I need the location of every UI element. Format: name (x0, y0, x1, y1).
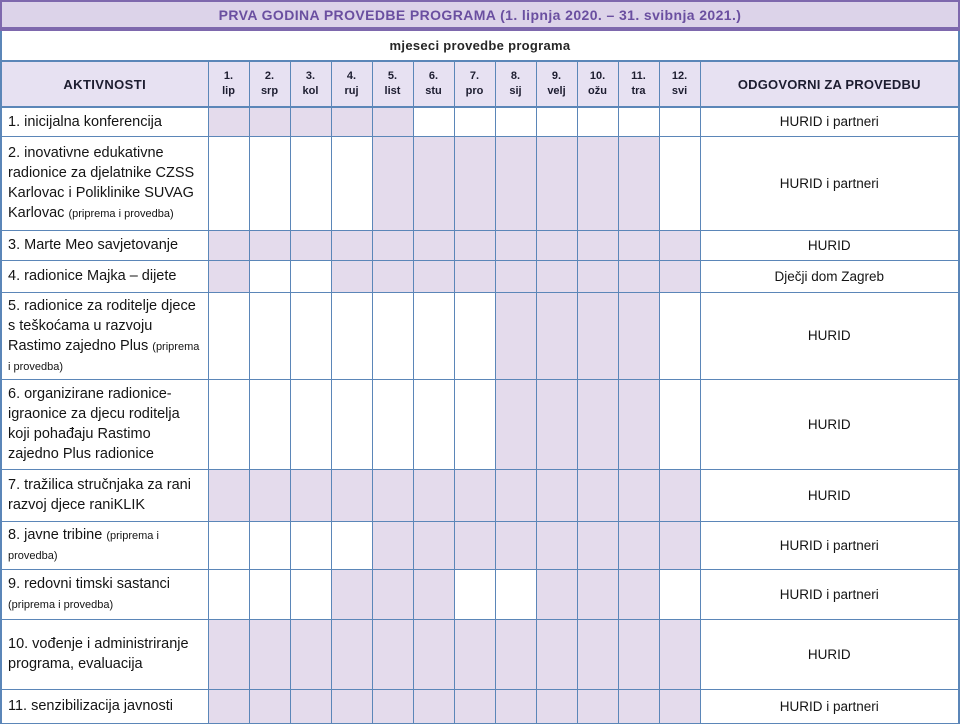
activity-cell (1, 569, 208, 619)
month-cell-1 (208, 107, 249, 136)
month-header-8 (495, 61, 536, 107)
month-header-9 (536, 61, 577, 107)
activity-label: 7. tražilica stručnjaka za rani razvoj djece raniKLIK (8, 477, 191, 513)
month-cell-4 (331, 689, 372, 723)
month-cell-2 (249, 230, 290, 260)
responsible-cell: HURID i partneri (700, 689, 959, 723)
month-cell-11 (618, 521, 659, 569)
month-cell-3 (290, 521, 331, 569)
activity-label: 1. inicijalna konferencija (8, 113, 162, 130)
month-header-4 (331, 61, 372, 107)
month-cell-4 (331, 521, 372, 569)
month-number: 2. (264, 70, 275, 83)
month-cell-9 (536, 569, 577, 619)
activity-label: 11. senzibilizacija javnosti (8, 698, 173, 714)
title-bar (0, 0, 960, 31)
month-cell-4 (331, 260, 372, 292)
activity-note: (priprema i provedba) (8, 599, 114, 611)
month-number: 5. (387, 70, 398, 83)
month-cell-2 (249, 260, 290, 292)
month-abbr: velj (547, 85, 566, 97)
month-cell-9 (536, 230, 577, 260)
month-cell-10 (577, 469, 618, 521)
activity-row-5 (1, 292, 959, 379)
header-row (1, 61, 959, 107)
activity-label: 6. organizirane radionice-igraonice za djecu roditelja koji pohađaju Rastimo zajedno Plus radionice (8, 386, 180, 462)
month-cell-9 (536, 689, 577, 723)
activity-cell (1, 230, 208, 260)
month-header-1 (208, 61, 249, 107)
month-cell-1 (208, 619, 249, 689)
month-abbr: srp (260, 85, 279, 97)
month-cell-11 (618, 569, 659, 619)
month-cell-12 (659, 619, 700, 689)
month-cell-2 (249, 689, 290, 723)
month-abbr: list (384, 85, 401, 97)
subtitle-row (0, 31, 960, 60)
month-number: 12. (671, 70, 688, 83)
month-number: 9. (551, 70, 562, 83)
month-abbr: sij (509, 85, 522, 97)
month-cell-10 (577, 569, 618, 619)
month-cell-5 (372, 521, 413, 569)
activity-cell (1, 107, 208, 136)
month-abbr: svi (671, 85, 688, 97)
month-cell-7 (454, 292, 495, 379)
month-cell-5 (372, 379, 413, 469)
month-cell-10 (577, 689, 618, 723)
activity-cell (1, 136, 208, 230)
month-cell-2 (249, 469, 290, 521)
month-header-12 (659, 61, 700, 107)
month-cell-3 (290, 107, 331, 136)
activity-cell (1, 379, 208, 469)
month-header-3 (290, 61, 331, 107)
responsible-cell: HURID (700, 292, 959, 379)
month-cell-10 (577, 107, 618, 136)
page-title: PRVA GODINA PROVEDBE PROGRAMA (1. lipnja 2020. – 31. svibnja 2021.) (218, 6, 742, 23)
month-cell-7 (454, 689, 495, 723)
month-cell-9 (536, 619, 577, 689)
month-cell-5 (372, 260, 413, 292)
month-cell-6 (413, 521, 454, 569)
activity-label: 3. Marte Meo savjetovanje (8, 237, 179, 253)
month-header-5 (372, 61, 413, 107)
month-cell-1 (208, 379, 249, 469)
month-cell-11 (618, 292, 659, 379)
responsible-cell: Dječji dom Zagreb (700, 260, 959, 292)
activity-row-6 (1, 379, 959, 469)
month-cell-3 (290, 260, 331, 292)
month-cell-6 (413, 292, 454, 379)
month-cell-9 (536, 469, 577, 521)
activity-row-4 (1, 260, 959, 292)
month-cell-1 (208, 689, 249, 723)
month-cell-7 (454, 469, 495, 521)
month-cell-6 (413, 569, 454, 619)
month-cell-11 (618, 136, 659, 230)
month-cell-8 (495, 292, 536, 379)
month-cell-7 (454, 569, 495, 619)
activity-row-7 (1, 469, 959, 521)
month-cell-10 (577, 379, 618, 469)
activity-label: 2. inovativne edukativne radionice za djelatnike CZSS Karlovac i Poliklinike SUVAG Karlovac (8, 145, 195, 221)
activity-label: 8. javne tribine (8, 527, 103, 543)
month-cell-4 (331, 292, 372, 379)
activity-row-8 (1, 521, 959, 569)
month-abbr: tra (631, 85, 646, 97)
month-cell-2 (249, 379, 290, 469)
month-number: 7. (469, 70, 480, 83)
month-cell-12 (659, 379, 700, 469)
activity-note: (priprema i provedba) (8, 530, 159, 562)
month-number: 8. (510, 70, 521, 83)
month-header-10 (577, 61, 618, 107)
month-cell-8 (495, 569, 536, 619)
month-header-7 (454, 61, 495, 107)
month-cell-4 (331, 469, 372, 521)
activity-cell (1, 292, 208, 379)
month-cell-5 (372, 292, 413, 379)
month-cell-5 (372, 136, 413, 230)
activity-row-2 (1, 136, 959, 230)
month-cell-7 (454, 521, 495, 569)
month-cell-11 (618, 230, 659, 260)
month-cell-12 (659, 136, 700, 230)
month-cell-1 (208, 230, 249, 260)
month-cell-5 (372, 619, 413, 689)
month-number: 10. (589, 70, 606, 83)
month-cell-4 (331, 107, 372, 136)
activity-cell (1, 619, 208, 689)
activity-row-1 (1, 107, 959, 136)
month-cell-1 (208, 569, 249, 619)
month-cell-9 (536, 292, 577, 379)
month-cell-2 (249, 569, 290, 619)
month-cell-9 (536, 136, 577, 230)
month-cell-5 (372, 469, 413, 521)
month-cell-8 (495, 521, 536, 569)
month-number: 3. (305, 70, 316, 83)
month-cell-9 (536, 107, 577, 136)
month-cell-10 (577, 136, 618, 230)
month-cell-12 (659, 292, 700, 379)
month-cell-7 (454, 136, 495, 230)
month-cell-6 (413, 260, 454, 292)
month-cell-9 (536, 379, 577, 469)
month-cell-10 (577, 619, 618, 689)
activity-row-10 (1, 619, 959, 689)
schedule-table (0, 60, 960, 724)
month-abbr: ožu (588, 85, 607, 97)
month-cell-12 (659, 469, 700, 521)
responsible-cell: HURID i partneri (700, 107, 959, 136)
month-cell-12 (659, 107, 700, 136)
month-cell-8 (495, 136, 536, 230)
month-cell-7 (454, 230, 495, 260)
month-cell-11 (618, 107, 659, 136)
month-cell-4 (331, 619, 372, 689)
responsible-cell: HURID (700, 619, 959, 689)
responsible-cell: HURID (700, 230, 959, 260)
subtitle: mjeseci provedbe programa (389, 38, 571, 53)
month-abbr: kol (302, 85, 319, 97)
responsible-header: ODGOVORNI ZA PROVEDBU (700, 61, 959, 107)
month-cell-4 (331, 569, 372, 619)
activity-label: 5. radionice za roditelje djece s teškoćama u razvoju Rastimo zajedno Plus (8, 297, 196, 354)
month-cell-3 (290, 569, 331, 619)
responsible-cell: HURID i partneri (700, 521, 959, 569)
month-cell-5 (372, 230, 413, 260)
activity-row-9 (1, 569, 959, 619)
month-number: 11. (631, 70, 646, 83)
table-body (1, 107, 959, 723)
month-cell-11 (618, 379, 659, 469)
month-cell-2 (249, 292, 290, 379)
month-cell-2 (249, 107, 290, 136)
month-cell-3 (290, 689, 331, 723)
month-cell-3 (290, 292, 331, 379)
month-header-6 (413, 61, 454, 107)
month-cell-12 (659, 569, 700, 619)
month-number: 4. (346, 70, 357, 83)
responsible-cell: HURID (700, 379, 959, 469)
month-cell-8 (495, 230, 536, 260)
month-cell-8 (495, 107, 536, 136)
responsible-cell: HURID i partneri (700, 569, 959, 619)
month-cell-8 (495, 469, 536, 521)
activities-header: AKTIVNOSTI (1, 61, 208, 107)
month-cell-10 (577, 521, 618, 569)
month-cell-9 (536, 521, 577, 569)
month-cell-4 (331, 136, 372, 230)
activity-row-11 (1, 689, 959, 723)
month-cell-6 (413, 379, 454, 469)
month-cell-5 (372, 569, 413, 619)
month-cell-3 (290, 619, 331, 689)
month-cell-2 (249, 521, 290, 569)
month-abbr: ruj (344, 85, 359, 97)
month-abbr: stu (425, 85, 442, 97)
month-cell-8 (495, 689, 536, 723)
month-cell-1 (208, 260, 249, 292)
month-cell-10 (577, 260, 618, 292)
month-cell-5 (372, 689, 413, 723)
activity-label: 9. redovni timski sastanci (8, 576, 170, 592)
month-cell-1 (208, 292, 249, 379)
month-abbr: pro (465, 85, 484, 97)
month-cell-7 (454, 619, 495, 689)
month-cell-6 (413, 136, 454, 230)
month-cell-9 (536, 260, 577, 292)
month-cell-2 (249, 136, 290, 230)
month-cell-7 (454, 260, 495, 292)
activity-cell (1, 521, 208, 569)
month-cell-3 (290, 469, 331, 521)
month-cell-4 (331, 230, 372, 260)
month-cell-11 (618, 469, 659, 521)
month-cell-12 (659, 689, 700, 723)
month-cell-8 (495, 379, 536, 469)
month-cell-11 (618, 260, 659, 292)
month-cell-6 (413, 107, 454, 136)
month-cell-3 (290, 230, 331, 260)
month-cell-7 (454, 107, 495, 136)
activity-note: (priprema i provedba) (8, 340, 200, 373)
responsible-cell: HURID i partneri (700, 136, 959, 230)
month-cell-12 (659, 230, 700, 260)
month-cell-11 (618, 689, 659, 723)
month-cell-7 (454, 379, 495, 469)
month-number: 6. (428, 70, 439, 83)
month-header-11 (618, 61, 659, 107)
month-cell-5 (372, 107, 413, 136)
month-number: 1. (223, 70, 234, 83)
activity-label: 4. radionice Majka – dijete (8, 268, 177, 284)
activity-cell (1, 689, 208, 723)
month-cell-3 (290, 379, 331, 469)
month-header-2 (249, 61, 290, 107)
month-cell-6 (413, 469, 454, 521)
activity-cell (1, 469, 208, 521)
month-cell-8 (495, 260, 536, 292)
activity-row-3 (1, 230, 959, 260)
month-cell-10 (577, 230, 618, 260)
month-abbr: lip (222, 85, 235, 97)
month-cell-1 (208, 469, 249, 521)
month-cell-8 (495, 619, 536, 689)
month-cell-10 (577, 292, 618, 379)
month-cell-1 (208, 521, 249, 569)
month-cell-12 (659, 260, 700, 292)
month-cell-6 (413, 230, 454, 260)
month-cell-3 (290, 136, 331, 230)
month-cell-11 (618, 619, 659, 689)
month-cell-12 (659, 521, 700, 569)
activity-cell (1, 260, 208, 292)
month-cell-6 (413, 689, 454, 723)
month-cell-1 (208, 136, 249, 230)
month-cell-4 (331, 379, 372, 469)
responsible-cell: HURID (700, 469, 959, 521)
month-cell-2 (249, 619, 290, 689)
activity-note: (priprema i provedba) (68, 208, 174, 220)
activity-label: 10. vođenje i administriranje programa, evaluacija (8, 636, 189, 672)
month-cell-6 (413, 619, 454, 689)
